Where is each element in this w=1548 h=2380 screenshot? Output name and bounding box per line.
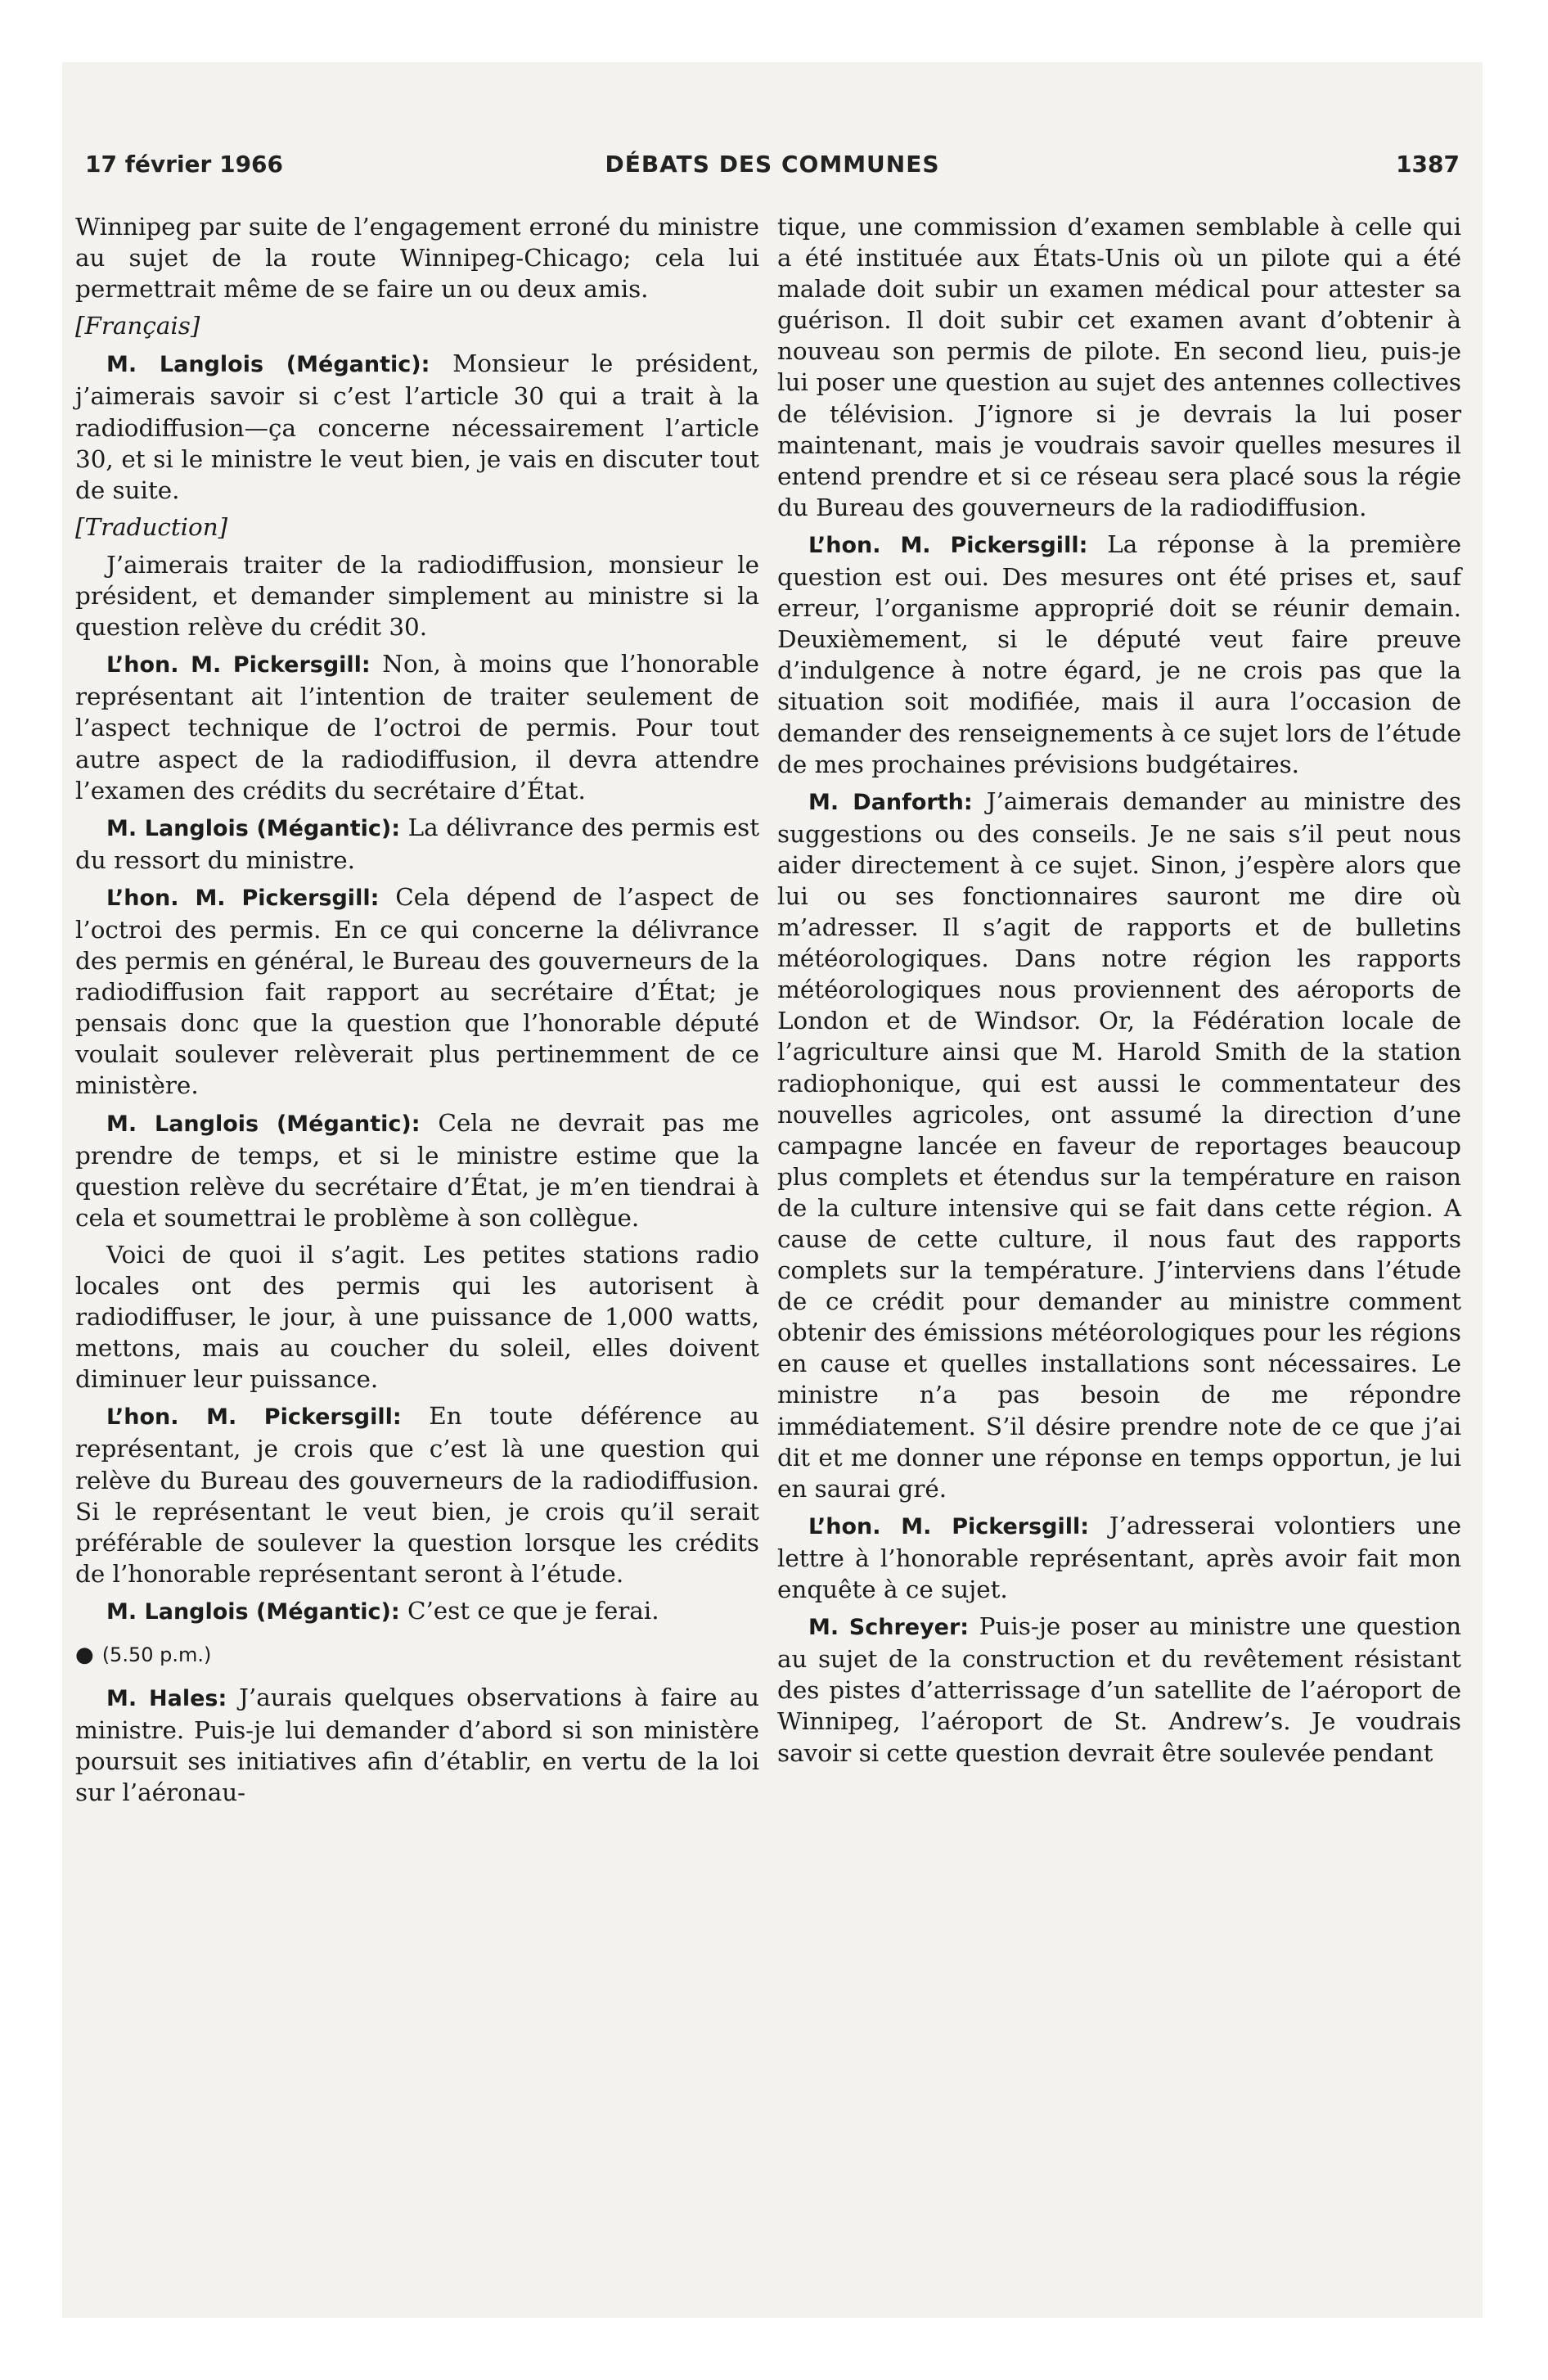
language-tag bbox=[75, 512, 759, 543]
speech-paragraph bbox=[75, 1107, 759, 1233]
bullet-icon: ● bbox=[75, 1643, 94, 1668]
speech-paragraph bbox=[777, 1611, 1461, 1768]
header-page-number: 1387 bbox=[1396, 151, 1460, 178]
paragraph-text: J’aimerais traiter de la radiodiffusion, monsieur le président, et demander simplement au ministre si la question relève du crédit 30. bbox=[75, 550, 759, 642]
paragraph bbox=[75, 549, 759, 642]
left-column bbox=[75, 211, 759, 1814]
paragraph-text: tique, une commission d’examen semblable à celle qui a été instituée aux États-Unis où un pilote qui a été malade doit subir un examen médical pour attester sa guérison. Il doit subir cet examen avant d’obtenir à nouveau son permis de pilote. En second lieu, puis-je lui poser une question au sujet des antennes collectives de télévision. J’ignore si je devrais la lui poser maintenant, mais je voudrais savoir quelles mesures il entend prendre et si ce réseau sera placé sous la régie du Bureau des gouverneurs de la radiodiffusion. bbox=[777, 213, 1461, 521]
speech-text: Puis-je poser au ministre une question au sujet de la construction et du revêtement résistant des pistes d’atterrissage d’un satellite de l’aéroport de Winnipeg, l’aéroport de St. Andrew’s. Je voudrais savoir si cette question devrait être soulevée pendant bbox=[777, 1612, 1462, 1767]
speech-text: La réponse à la première question est oui. Des mesures ont été prises et, sauf erreur, l’organisme approprié doit se réunir demain. Deuxièmement, si le député veut faire preuve d’indulgence à notre égard, je ne crois pas que la situation soit modifiée, mais il aura l’occasion de demander des renseignements à ce sujet lors de l’étude de mes prochaines prévisions budgétaires. bbox=[777, 530, 1461, 778]
paragraph-text: Voici de quoi il s’agit. Les petites stations radio locales ont des permis qui les autorisent à radiodiffuser, le jour, à une puissance de 1,000 watts, mettons, mais au coucher du soleil, elles doivent diminuer leur puissance. bbox=[75, 1240, 759, 1394]
language-tag bbox=[75, 310, 759, 341]
speaker-name: M. Langlois (Mégantic): bbox=[106, 1598, 400, 1625]
paragraph-text: Winnipeg par suite de l’engagement erroné du ministre au sujet de la route Winnipeg-Chicago; cela lui permettrait même de se faire un ou deux amis. bbox=[75, 213, 759, 304]
speech-text: J’aurais quelques observations à faire au ministre. Puis-je lui demander d’abord si son ministère poursuit ses initiatives afin d’établir, en vertu de la loi sur l’aéronau- bbox=[75, 1684, 759, 1807]
speech-text: J’aimerais demander au ministre des suggestions ou des conseils. Je ne sais s’il peut nous aider directement à ce sujet. Sinon, j’espère alors que lui ou ses fonctionnaires sauront me dire où m’adresser. Il s’agit de rapports et de bulletins météorologiques. Dans notre région les rapports météorologiques nous proviennent des aéroports de London et de Windsor. Or, la Fédération locale de l’agriculture ainsi que M. Harold Smith de la station radiophonique, qui est aussi le commentateur des nouvelles agricoles, ont assumé la direction d’une campagne lancée en faveur de reportages beaucoup plus complets et étendus sur la température en raison de la culture intensive qui se fait dans cette région. A cause de cette culture, il nous faut des rapports complets sur la température. J’interviens dans l’étude de ce crédit pour demander au ministre comment obtenir des émissions météorologiques pour les régions en cause et quelles installations sont nécessaires. Le ministre n’a pas besoin de me répondre immédiatement. S’il désire prendre note de ce que j’ai dit et me donner une réponse en temps opportun, je lui en saurai gré. bbox=[777, 787, 1461, 1503]
speaker-name: L’hon. M. Pickersgill: bbox=[808, 1513, 1090, 1539]
speech-text: Cela ne devrait pas me prendre de temps, et si le ministre estime que la question relève du secrétaire d’État, je m’en tiendrai à cela et soumettrai le problème à son collègue. bbox=[75, 1108, 760, 1232]
speaker-name: L’hon. M. Pickersgill: bbox=[106, 652, 371, 678]
paragraph bbox=[777, 211, 1461, 523]
speaker-name: M. Langlois (Mégantic): bbox=[106, 815, 401, 841]
language-tag-text: [Français] bbox=[75, 312, 200, 340]
speech-text: En toute déférence au représentant, je crois que c’est là une question qui relève du Bureau des gouverneurs de la radiodiffusion. Si le représentant le veut bien, je crois qu’il serait préférable de soulever la question lorsque les crédits de l’honorable représentant seront à l’étude. bbox=[75, 1402, 760, 1588]
speaker-name: L’hon. M. Pickersgill: bbox=[106, 1404, 402, 1431]
time-marker bbox=[75, 1639, 759, 1670]
speech-text: La délivrance des permis est du ressort du ministre. bbox=[75, 813, 760, 874]
speech-paragraph bbox=[777, 786, 1461, 1504]
speech-paragraph bbox=[75, 881, 759, 1102]
speech-paragraph bbox=[777, 529, 1461, 780]
right-column bbox=[777, 211, 1461, 1774]
speech-paragraph bbox=[75, 1595, 759, 1628]
speech-text: J’adresserai volontiers une lettre à l’honorable représentant, après avoir fait mon enquête à ce sujet. bbox=[777, 1511, 1461, 1604]
speech-paragraph bbox=[75, 812, 759, 876]
speaker-name: M. Schreyer: bbox=[808, 1615, 970, 1641]
speaker-name: M. Hales: bbox=[106, 1686, 227, 1712]
time-marker-text: (5.50 p.m.) bbox=[101, 1643, 212, 1667]
speech-paragraph bbox=[75, 348, 759, 505]
speech-text: Non, à moins que l’honorable représentant ait l’intention de traiter seulement de l’aspect technique de l’octroi de permis. Pour tout autre aspect de la radiodiffusion, il devra attendre l’examen des crédits du secrétaire d’État. bbox=[75, 650, 760, 805]
page-header bbox=[85, 151, 1460, 192]
speaker-name: M. Langlois (Mégantic): bbox=[106, 1111, 421, 1137]
language-tag-text: [Traduction] bbox=[75, 512, 228, 541]
speech-text: C’est ce que je ferai. bbox=[407, 1596, 659, 1625]
speech-paragraph bbox=[75, 1400, 759, 1589]
header-title: DÉBATS DES COMMUNES bbox=[605, 151, 940, 178]
speaker-name: M. Langlois (Mégantic): bbox=[106, 352, 430, 378]
document-page bbox=[62, 62, 1483, 2318]
speaker-name: M. Danforth: bbox=[808, 789, 973, 815]
speech-paragraph bbox=[75, 648, 759, 805]
speaker-name: L’hon. M. Pickersgill: bbox=[106, 885, 380, 911]
speech-text: Cela dépend de l’aspect de l’octroi des permis. En ce qui concerne la délivrance des permis en général, le Bureau des gouverneurs de la radiodiffusion fait rapport au secrétaire d’État; je pensais donc que la question que l’honorable député voulait soulever relèverait plus pertinemment de ce ministère. bbox=[75, 882, 759, 1100]
speech-text: Monsieur le président, j’aimerais savoir si c’est l’article 30 qui a trait à la radiodiffusion—ça concerne nécessairement l’article 30, et si le ministre le veut bien, je vais en discuter tout de suite. bbox=[75, 349, 759, 504]
speaker-name: L’hon. M. Pickersgill: bbox=[808, 532, 1088, 558]
speech-paragraph bbox=[777, 1510, 1461, 1605]
header-date: 17 février 1966 bbox=[85, 151, 284, 178]
paragraph bbox=[75, 211, 759, 304]
paragraph bbox=[75, 1239, 759, 1395]
speech-paragraph bbox=[75, 1682, 759, 1808]
